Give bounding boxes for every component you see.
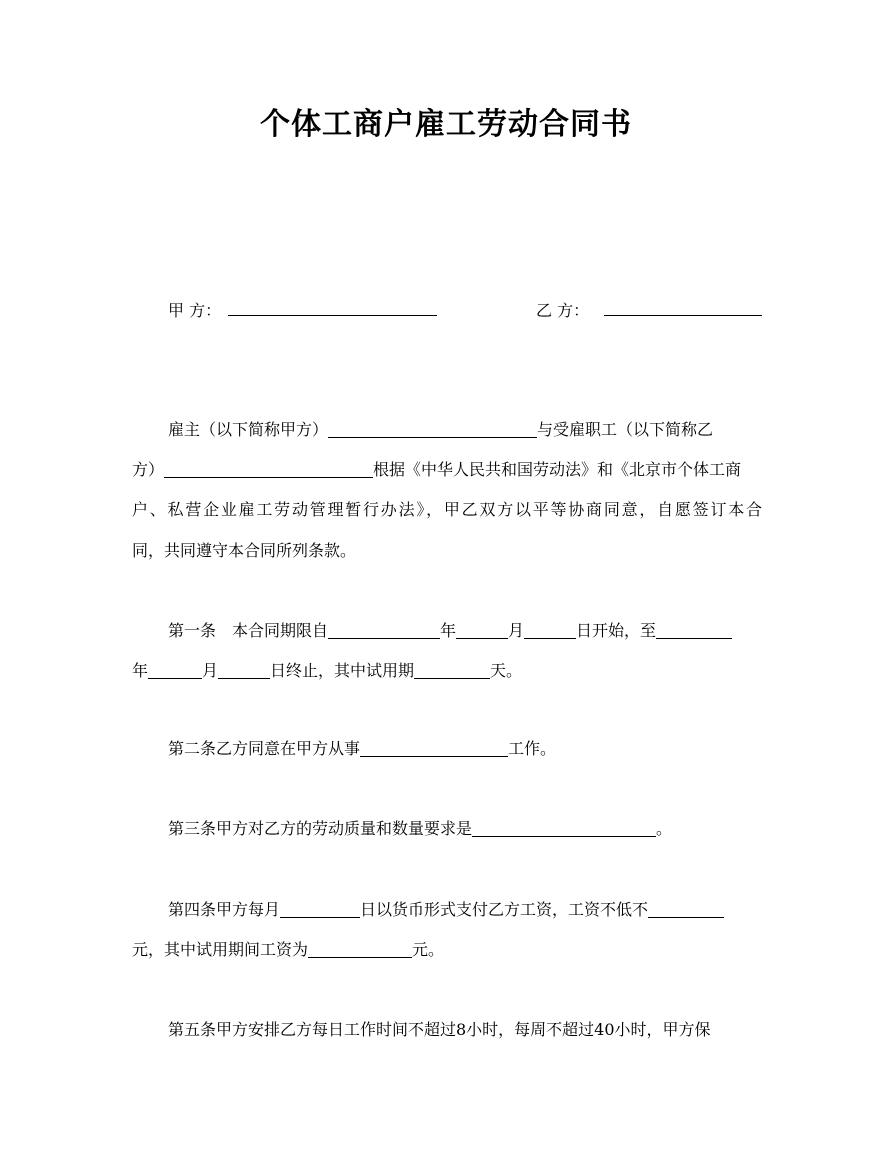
- probation-days-blank[interactable]: [414, 663, 490, 679]
- start-day-blank[interactable]: [524, 623, 576, 639]
- min-wage-blank[interactable]: [648, 902, 724, 918]
- article-1-line-1: 第一条 本合同期限自 年 月 日开始，至: [132, 620, 798, 642]
- article-1-line-2: 年 月 日终止，其中试用期 天。: [132, 661, 523, 680]
- article-4-line-1: 第四条甲方每月 日以货币形式支付乙方工资，工资不低不: [132, 899, 798, 921]
- end-year-blank[interactable]: [656, 623, 732, 639]
- intro-line-2: 方） 根据《中华人民共和国劳动法》和《北京市个体工商: [132, 460, 742, 479]
- pay-day-blank[interactable]: [280, 902, 360, 918]
- intro-line-1: 雇主（以下简称甲方） 与受雇职工（以下简称乙: [168, 420, 714, 439]
- party-a-label: 甲 方：: [168, 301, 222, 320]
- article-4-line-2: 元，其中试用期间工资为 元。: [132, 940, 445, 959]
- employer-name-blank[interactable]: [328, 422, 537, 438]
- end-day-blank[interactable]: [218, 663, 270, 679]
- article-5-line-1: 第五条甲方安排乙方每日工作时间不超过8小时，每周不超过40小时，甲方保: [168, 1020, 711, 1039]
- party-b-blank[interactable]: [604, 300, 762, 316]
- employee-name-blank[interactable]: [164, 462, 373, 478]
- document-title: 个体工商户雇工劳动合同书: [260, 107, 632, 142]
- probation-wage-blank[interactable]: [308, 942, 412, 958]
- end-month-blank[interactable]: [148, 663, 202, 679]
- job-blank[interactable]: [360, 741, 508, 757]
- intro-line-3: 户、私营企业雇工劳动管理暂行办法》，甲乙双方以平等协商同意，自愿签订本合: [132, 500, 762, 519]
- article-2: 第二条乙方同意在甲方从事 工作。: [168, 739, 557, 758]
- start-month-blank[interactable]: [456, 623, 508, 639]
- article-3: 第三条甲方对乙方的劳动质量和数量要求是 。: [168, 819, 673, 838]
- quality-requirement-blank[interactable]: [472, 821, 656, 837]
- party-b-label: 乙 方：: [536, 301, 590, 320]
- start-year-blank[interactable]: [328, 623, 440, 639]
- intro-line-4: 同，共同遵守本合同所列条款。: [132, 541, 357, 560]
- party-a-blank[interactable]: [228, 300, 437, 316]
